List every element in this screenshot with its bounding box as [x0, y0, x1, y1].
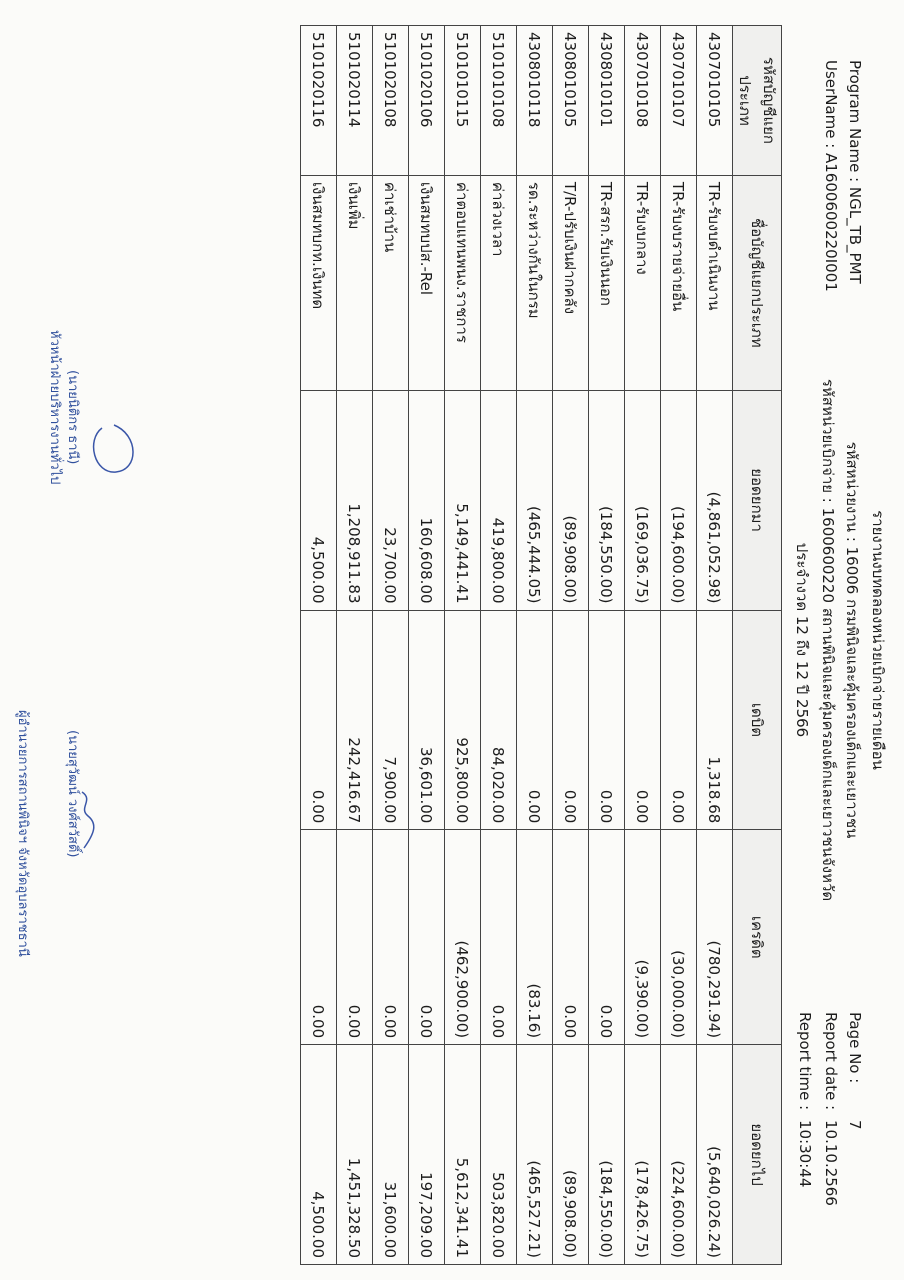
brought-forward-value: (89,908.00) — [553, 390, 589, 610]
table-row — [409, 26, 445, 1265]
account-name: เงินสมทบปส.-Rel — [409, 175, 445, 390]
carried-forward-value: 31,600.00 — [373, 1045, 409, 1265]
report-date-value: 10.10.2566 — [822, 1120, 840, 1206]
col-header-carried-forward: ยอดยกไป — [733, 1045, 782, 1265]
col-header-code: รหัสบัญชีแยกประเภท — [733, 26, 782, 176]
disbursing-unit-line: รหัสหน่วยเบิกจ่าย : 1600600220 สถานพินิจและคุ้มครองเด็กและเยาวชนจังหวัด — [819, 378, 837, 902]
carried-forward-value: 197,209.00 — [409, 1045, 445, 1265]
table-row — [625, 26, 661, 1265]
signer2-name: (นายสุวัฒน์ วงศ์สวัสดิ์) — [65, 730, 80, 858]
carried-forward-value: 1,451,328.50 — [337, 1045, 373, 1265]
credit-value: 0.00 — [589, 830, 625, 1045]
account-code: 5101010108 — [481, 26, 517, 176]
brought-forward-value: 23,700.00 — [373, 390, 409, 610]
table-row — [373, 26, 409, 1265]
brought-forward-value: 1,208,911.83 — [337, 390, 373, 610]
credit-value: 0.00 — [337, 830, 373, 1045]
account-name: รด.ระหว่างกันในกรม — [517, 175, 553, 390]
report-title: รายงานงบทดลองหน่วยเบิกจ่ายรายเดือน — [869, 510, 887, 770]
credit-value: 0.00 — [373, 830, 409, 1045]
signature-scribble-1 — [84, 420, 144, 480]
page-no-label: Page No : — [846, 1012, 864, 1084]
table-row — [697, 26, 733, 1265]
brought-forward-value: (169,036.75) — [625, 390, 661, 610]
carried-forward-value: 5,612,341.41 — [445, 1045, 481, 1265]
account-name: เงินเพิ่ม — [337, 175, 373, 390]
debit-value: 0.00 — [625, 610, 661, 830]
carried-forward-value: (5,640,026.24) — [697, 1045, 733, 1265]
table-row — [337, 26, 373, 1265]
brought-forward-value: 419,800.00 — [481, 390, 517, 610]
account-name: TR-รับงบกลาง — [625, 175, 661, 390]
debit-value: 0.00 — [589, 610, 625, 830]
account-name: TR-สรก.รับเงินนอก — [589, 175, 625, 390]
table-header-row — [733, 26, 782, 1265]
carried-forward-value: (89,908.00) — [553, 1045, 589, 1265]
carried-forward-value: 503,820.00 — [481, 1045, 517, 1265]
brought-forward-value: (194,600.00) — [661, 390, 697, 610]
account-name: ค่าเช่าบ้าน — [373, 175, 409, 390]
account-code: 4307010105 — [697, 26, 733, 176]
brought-forward-value: 160,608.00 — [409, 390, 445, 610]
debit-value: 242,416.67 — [337, 610, 373, 830]
report-time — [796, 1012, 814, 1187]
account-code: 5101020116 — [301, 26, 337, 176]
page-no-value: 7 — [846, 1120, 864, 1130]
table-row — [445, 26, 481, 1265]
credit-value: 0.00 — [553, 830, 589, 1045]
report-date-label: Report date : — [822, 1012, 840, 1111]
account-name: เงินสมทบกท.เงินทด — [301, 175, 337, 390]
table-row — [553, 26, 589, 1265]
credit-value: (462,900.00) — [445, 830, 481, 1045]
col-header-debit: เดบิต — [733, 610, 782, 830]
program-name: Program Name : NGL_TB_PMT — [846, 60, 864, 284]
trial-balance-table — [300, 25, 782, 1265]
account-code: 4308010105 — [553, 26, 589, 176]
debit-value: 0.00 — [553, 610, 589, 830]
debit-value: 0.00 — [301, 610, 337, 830]
debit-value: 84,020.00 — [481, 610, 517, 830]
carried-forward-value: (224,600.00) — [661, 1045, 697, 1265]
brought-forward-value: (4,861,052.98) — [697, 390, 733, 610]
signer1-role: หัวหน้าฝ่ายบริหารงานทั่วไป — [47, 330, 62, 485]
debit-value: 7,900.00 — [373, 610, 409, 830]
debit-value: 0.00 — [517, 610, 553, 830]
report-time-label: Report time : — [796, 1012, 814, 1111]
signer1-name: (นายนิติกร ธานี) — [65, 370, 80, 465]
account-code: 4308010101 — [589, 26, 625, 176]
credit-value: (83.16) — [517, 830, 553, 1045]
account-name: ค่าล่วงเวลา — [481, 175, 517, 390]
account-name: TR-รับงบรายจ่ายอื่น — [661, 175, 697, 390]
brought-forward-value: 4,500.00 — [301, 390, 337, 610]
credit-value: (780,291.94) — [697, 830, 733, 1045]
account-code: 5101010115 — [445, 26, 481, 176]
carried-forward-value: (178,426.75) — [625, 1045, 661, 1265]
carried-forward-value: (184,550.00) — [589, 1045, 625, 1265]
table-row — [481, 26, 517, 1265]
account-name: TR-รับงบดำเนินงาน — [697, 175, 733, 390]
brought-forward-value: (465,444.05) — [517, 390, 553, 610]
page-number — [846, 1012, 864, 1130]
account-code: 5101020114 — [337, 26, 373, 176]
account-code: 4307010108 — [625, 26, 661, 176]
account-name: T/R-ปรับเงินฝากคลัง — [553, 175, 589, 390]
account-code: 5101020108 — [373, 26, 409, 176]
account-code: 4307010107 — [661, 26, 697, 176]
debit-value: 1,318.68 — [697, 610, 733, 830]
debit-value: 925,800.00 — [445, 610, 481, 830]
debit-value: 36,601.00 — [409, 610, 445, 830]
username: UserName : A1600600220I001 — [822, 60, 840, 292]
account-name: ค่าตอบแทนพนง.ราชการ — [445, 175, 481, 390]
period-line: ประจำงวด 12 ถึง 12 ปี 2566 — [793, 542, 811, 738]
credit-value: (9,390.00) — [625, 830, 661, 1045]
signer2-role: ผู้อำนวยการสถานพินิจฯ จังหวัดอุบลราชธานี — [15, 710, 30, 957]
col-header-name: ชื่อบัญชีแยกประเภท — [733, 175, 782, 390]
account-code: 5101020106 — [409, 26, 445, 176]
account-code: 4308010118 — [517, 26, 553, 176]
credit-value: 0.00 — [301, 830, 337, 1045]
carried-forward-value: (465,527.21) — [517, 1045, 553, 1265]
col-header-brought-forward: ยอดยกมา — [733, 390, 782, 610]
credit-value: 0.00 — [481, 830, 517, 1045]
credit-value: (30,000.00) — [661, 830, 697, 1045]
brought-forward-value: (184,550.00) — [589, 390, 625, 610]
debit-value: 0.00 — [661, 610, 697, 830]
table-row — [589, 26, 625, 1265]
brought-forward-value: 5,149,441.41 — [445, 390, 481, 610]
report-date — [822, 1012, 840, 1206]
credit-value: 0.00 — [409, 830, 445, 1045]
agency-line: รหัสหน่วยงาน : 16006 กรมพินิจและคุ้มครองเด็กและเยาวชน — [843, 441, 861, 839]
table-row — [661, 26, 697, 1265]
table-row — [517, 26, 553, 1265]
table-row — [301, 26, 337, 1265]
carried-forward-value: 4,500.00 — [301, 1045, 337, 1265]
report-time-value: 10:30:44 — [796, 1120, 814, 1188]
col-header-credit: เครดิต — [733, 830, 782, 1045]
